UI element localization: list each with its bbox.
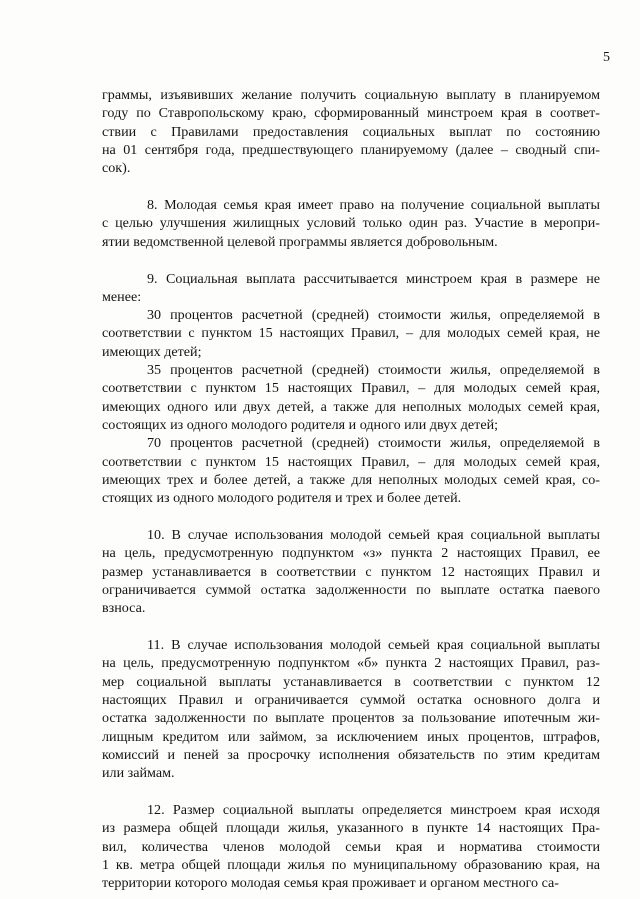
text-line: граммы, изъявивших желание получить социальную выплату в планируемом: [102, 87, 600, 103]
text-line: ятии ведомственной целевой программы является добровольным.: [102, 233, 498, 250]
text-line: или займам.: [102, 765, 175, 782]
paragraph-gap: [102, 618, 600, 637]
text-line: мер социальной выплаты устанавливается в соответствии с пунктом 12: [102, 673, 600, 690]
text-line: настоящих Правил и ограничивается суммой остатка основного долга и: [102, 691, 600, 708]
text-line: году по Ставропольскому краю, сформированный минстроем края в соответ-: [102, 105, 600, 122]
text-line: 1 кв. метра общей площади жилья по муниципальному образованию края, на: [102, 856, 600, 873]
text-line: на цель, предусмотренную подпунктом «б» пункта 2 настоящих Правил, раз-: [102, 655, 600, 672]
text-line: 10. В случае использования молодой семьей края социальной выплаты: [147, 527, 600, 544]
paragraph: [102, 526, 600, 617]
text-line: 11. В случае использования молодой семьей края социальной выплаты: [147, 637, 600, 654]
text-line: соответствии с пунктом 15 настоящих Правил, – для молодых семей края,: [102, 453, 600, 470]
paragraph: [102, 361, 600, 434]
text-line: соответствии с пунктом 15 настоящих Правил, – для молодых семей края, не: [102, 325, 600, 342]
text-line: ограничивается суммой остатка задолженности по выплате остатка паевого: [102, 581, 600, 598]
page-number: 5: [603, 50, 610, 65]
document-body: [102, 86, 600, 893]
text-line: ствии с Правилами предоставления социальных выплат по состоянию: [102, 123, 600, 140]
text-line: состоящих из одного молодого родителя и одного или двух детей;: [102, 416, 499, 433]
text-line: комиссий и пеней за просрочку исполнения обязательств по этим кредитам: [102, 746, 600, 763]
text-line: из размера общей площади жилья, указанного в пункте 14 настоящих Пра-: [102, 820, 600, 837]
paragraph-gap: [102, 782, 600, 801]
text-line: 8. Молодая семья края имеет право на получение социальной выплаты: [147, 197, 600, 214]
paragraph: [102, 86, 600, 177]
text-line: 12. Размер социальной выплаты определяется минстроем края исходя: [147, 802, 600, 819]
text-line: взноса.: [102, 600, 146, 617]
text-line: вил, количества членов молодой семьи края и норматива стоимости: [102, 838, 600, 855]
text-line: 70 процентов расчетной (средней) стоимости жилья, определяемой в: [147, 435, 600, 452]
paragraph: [102, 636, 600, 782]
text-line: стоящих из одного молодого родителя и трех и более детей.: [102, 490, 462, 507]
text-line: на 01 сентября года, предшествующего планируемому (далее – сводный спи-: [102, 141, 600, 158]
paragraph-gap: [102, 177, 600, 196]
paragraph: [102, 306, 600, 361]
paragraph: [102, 434, 600, 507]
paragraph: [102, 801, 600, 892]
paragraph: [102, 270, 600, 307]
text-line: сок).: [102, 160, 131, 177]
text-line: соответствии с пунктом 15 настоящих Правил, – для молодых семей края,: [102, 380, 600, 397]
text-line: 35 процентов расчетной (средней) стоимости жилья, определяемой в: [147, 362, 600, 379]
text-line: на цель, предусмотренную подпунктом «з» пункта 2 настоящих Правил, ее: [102, 545, 600, 562]
text-line: менее:: [102, 288, 142, 305]
text-line: лищным кредитом или займом, за исключением иных процентов, штрафов,: [102, 728, 600, 745]
text-line: с целью улучшения жилищных условий только один раз. Участие в меропри-: [102, 215, 600, 232]
text-line: имеющих трех и более детей, а также для неполных молодых семей края, со-: [102, 471, 600, 488]
paragraph-gap: [102, 507, 600, 526]
paragraph-gap: [102, 251, 600, 270]
text-line: 30 процентов расчетной (средней) стоимости жилья, определяемой в: [147, 307, 600, 324]
text-line: остатка задолженности по выплате процентов за пользование ипотечным жи-: [102, 710, 600, 727]
text-line: имеющих одного или двух детей, а также для неполных молодых семей края,: [102, 398, 600, 415]
text-line: 9. Социальная выплата рассчитывается минстроем края в размере не: [147, 270, 600, 287]
text-line: размер устанавливается в соответствии с пунктом 12 настоящих Правил и: [102, 563, 600, 580]
text-line: имеющих детей;: [102, 343, 202, 360]
paragraph: [102, 196, 600, 251]
text-line: территории которого молодая семья края проживает и органом местного са-: [102, 875, 559, 892]
